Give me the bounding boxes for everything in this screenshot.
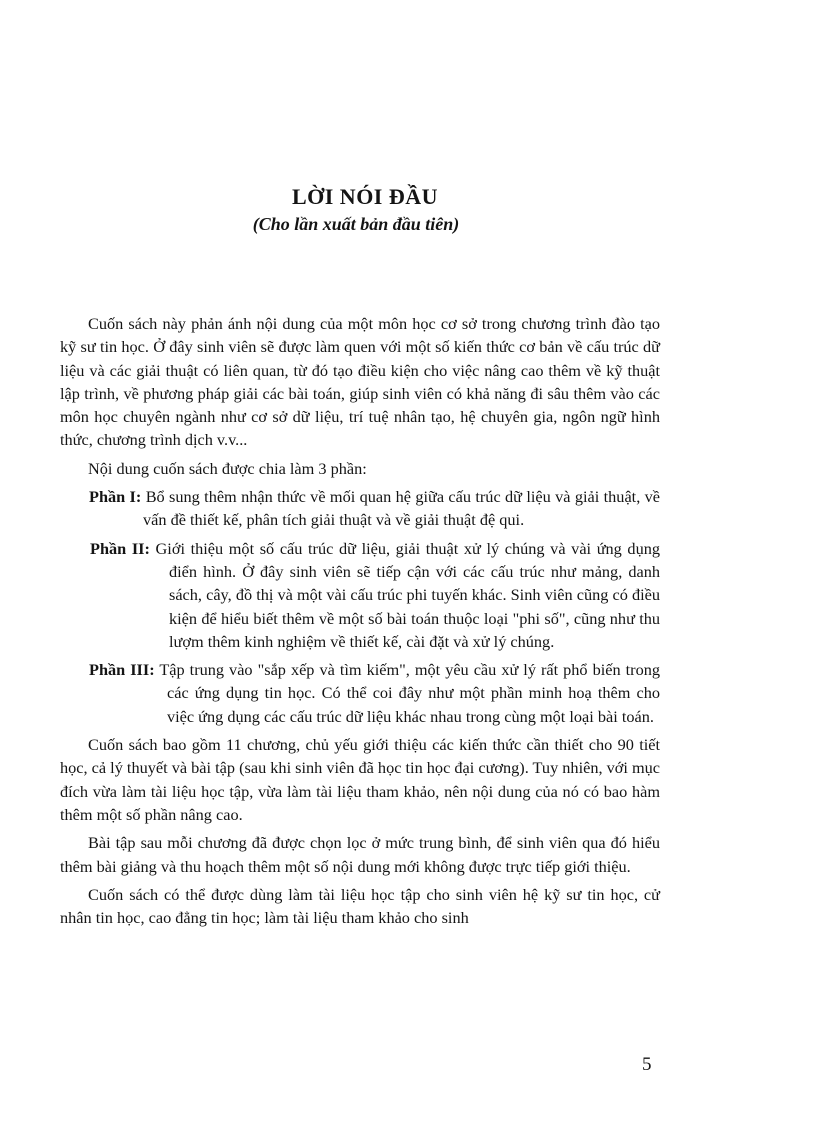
part-item xyxy=(60,658,660,728)
body-text xyxy=(60,312,660,929)
part-item xyxy=(60,485,660,532)
paragraph-usage: Cuốn sách có thể được dùng làm tài liệu học tập cho sinh viên hệ kỹ sư tin học, cử nhân tin học, cao đẳng tin học; làm tài liệu tham khảo cho sinh xyxy=(60,884,660,928)
page-title: LỜI NÓI ĐẦU xyxy=(291,184,439,209)
paragraph-exercises: Bài tập sau mỗi chương đã được chọn lọc ở mức trung bình, để sinh viên qua đó hiểu thêm bài giảng và thu hoạch thêm một số nội dung mới không được trực tiếp giới thiệu. xyxy=(60,833,660,876)
part-label: Phần II: xyxy=(90,538,150,558)
page-subtitle: (Cho lần xuất bản đầu tiên) xyxy=(252,214,460,234)
part-item xyxy=(60,537,660,653)
part-text: Bổ sung thêm nhận thức về mối quan hệ giữa cấu trúc dữ liệu và giải thuật, về vấn đề thiết kế, phân tích giải thuật và về giải thuật đệ qui. xyxy=(141,487,660,530)
part-label: Phần III: xyxy=(89,660,155,680)
part-label: Phần I: xyxy=(89,487,142,507)
page-number: 5 xyxy=(642,1054,652,1075)
part-text: Giới thiệu một số cấu trúc dữ liệu, giải thuật xử lý chúng và vài ứng dụng điển hình. Ở đây sinh viên sẽ tiếp cận với các cấu trúc như mảng, danh sách, cây, đồ thị và một vài cấu trúc phi tuyến khác. Sinh viên cũng có điều kiện để hiểu biết thêm về một số bài toán thuộc loại "phi số", cũng như thu lượm thêm kinh nghiệm về thiết kế, cài đặt và xử lý chúng. xyxy=(149,538,660,651)
part-text: Tập trung vào "sắp xếp và tìm kiếm", một yêu cầu xử lý rất phổ biến trong các ứng dụng tin học. Có thể coi đây như một phần minh hoạ thêm cho việc ứng dụng các cấu trúc dữ liệu khác nhau trong cùng một loại bài toán. xyxy=(154,660,660,726)
paragraph-intro: Cuốn sách này phản ánh nội dung của một môn học cơ sở trong chương trình đào tạo kỹ sư tin học. Ở đây sinh viên sẽ được làm quen với một số kiến thức cơ bản về cấu trúc dữ liệu và các giải thuật có liên quan, từ đó tạo điều kiện cho việc nâng cao thêm về kỹ thuật lập trình, về phương pháp giải các bài toán, giúp sinh viên có khả năng đi sâu thêm vào các môn học chuyên ngành như cơ sở dữ liệu, trí tuệ nhân tạo, hệ chuyên gia, ngôn ngữ hình thức, chương trình dịch v.v... xyxy=(60,314,660,450)
paragraph-parts-intro: Nội dung cuốn sách được chia làm 3 phần: xyxy=(88,458,367,478)
paragraph-chapters: Cuốn sách bao gồm 11 chương, chủ yếu giới thiệu các kiến thức cần thiết cho 90 tiết học, cả lý thuyết và bài tập (sau khi sinh viên đã học tin học đại cương). Tuy nhiên, với mục đích vừa làm tài liệu học tập, vừa làm tài liệu tham khảo, nên nội dung của nó có bao hàm thêm một số phần nâng cao. xyxy=(60,735,660,824)
